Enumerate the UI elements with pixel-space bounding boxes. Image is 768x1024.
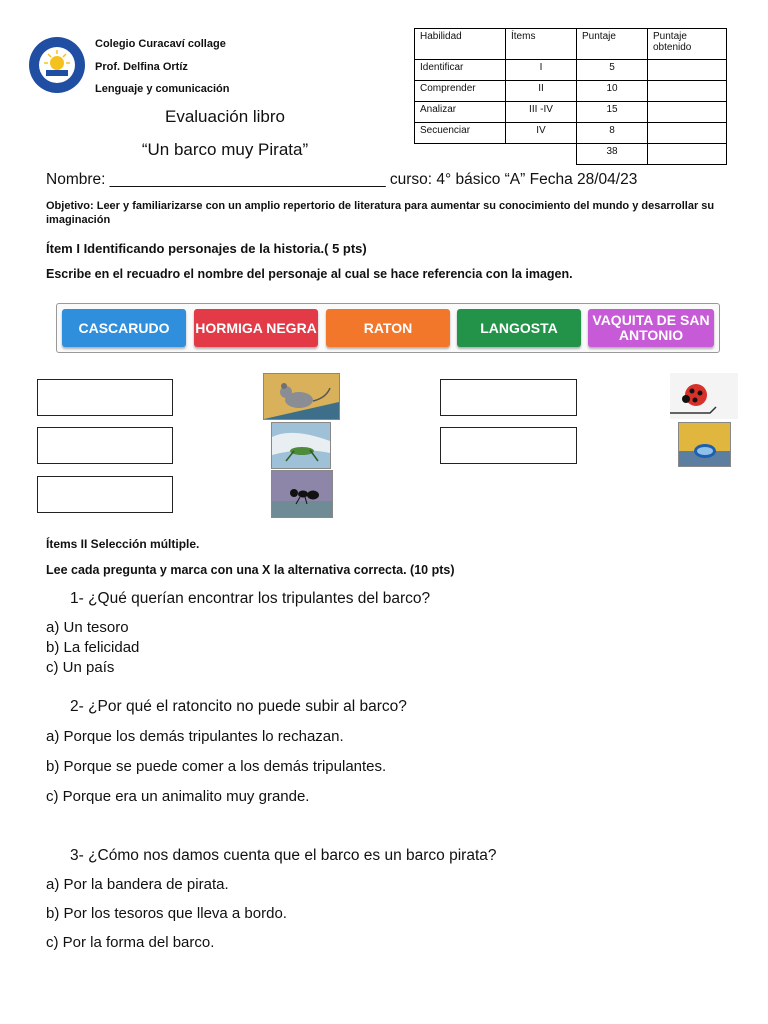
total-row — [415, 144, 727, 165]
items-cell: I — [506, 60, 577, 81]
items-cell: IV — [506, 123, 577, 144]
school-logo — [28, 36, 86, 94]
teacher-name: Prof. Delfina Ortíz — [95, 61, 188, 73]
question-3-option-c[interactable]: c) Por la forma del barco. — [46, 934, 215, 951]
question-2-option-b[interactable]: b) Porque se puede comer a los demás tripulantes. — [46, 758, 387, 775]
page-title: Evaluación libro — [164, 107, 285, 126]
question-3-option-b[interactable]: b) Por los tesoros que lleva a bordo. — [46, 905, 287, 922]
question-1: 1- ¿Qué querían encontrar los tripulantes del barco? — [70, 590, 431, 607]
header-cell: Puntaje obtenido — [648, 29, 727, 60]
question-2: 2- ¿Por qué el ratoncito no puede subir al barco? — [70, 698, 407, 715]
question-2-option-c[interactable]: c) Porque era un animalito muy grande. — [46, 788, 310, 805]
skill-cell: Secuenciar — [415, 123, 506, 144]
school-name: Colegio Curacaví collage — [95, 38, 226, 50]
objective-text: Objetivo: Leer y familiarizarse con un amplio repertorio de literatura para aumentar su conocimiento del mundo y desarrollar su imaginación — [46, 200, 715, 226]
points-cell: 8 — [577, 123, 648, 144]
obtained-cell[interactable] — [648, 123, 727, 144]
header-cell: Ítems — [506, 29, 577, 60]
header-cell: Puntaje — [577, 29, 648, 60]
beetle-picture — [678, 422, 731, 467]
points-cell: 5 — [577, 60, 648, 81]
items-cell: II — [506, 81, 577, 102]
points-cell: 10 — [577, 81, 648, 102]
word-chip-vaquita: VAQUITA DE SAN ANTONIO — [588, 309, 714, 347]
skill-cell: Comprender — [415, 81, 506, 102]
word-chip-langosta: LANGOSTA — [457, 309, 581, 347]
grasshopper-picture — [271, 422, 331, 469]
obtained-cell[interactable] — [648, 81, 727, 102]
score-table — [414, 28, 727, 165]
answer-box-4[interactable] — [440, 379, 577, 416]
item1-instruction: Escribe en el recuadro el nombre del personaje al cual se hace referencia con la imagen. — [46, 267, 573, 281]
answer-box-5[interactable] — [440, 427, 577, 464]
table-row — [415, 102, 727, 123]
header-cell: Habilidad — [415, 29, 506, 60]
question-1-option-a[interactable]: a) Un tesoro — [46, 619, 129, 636]
table-row — [415, 123, 727, 144]
student-info-line: Nombre: ________________________________ curso: 4° básico “A” Fecha 28/04/23 — [46, 171, 638, 188]
table-row — [415, 60, 727, 81]
question-1-option-b[interactable]: b) La felicidad — [46, 639, 140, 656]
answer-box-3[interactable] — [37, 476, 173, 513]
word-chip-cascarudo: CASCARUDO — [62, 309, 186, 347]
question-2-option-a[interactable]: a) Porque los demás tripulantes lo rechazan. — [46, 728, 344, 745]
points-cell: 15 — [577, 102, 648, 123]
question-3-option-a[interactable]: a) Por la bandera de pirata. — [46, 876, 229, 893]
subject-name: Lenguaje y comunicación — [95, 83, 230, 95]
item2-title: Ítems II Selección múltiple. — [46, 537, 200, 551]
word-chip-raton: RATON — [326, 309, 450, 347]
table-row — [415, 81, 727, 102]
table-header-row — [415, 29, 727, 60]
total-points-cell: 38 — [577, 144, 648, 165]
skill-cell: Identificar — [415, 60, 506, 81]
total-obtained-cell[interactable] — [648, 144, 727, 165]
question-3: 3- ¿Cómo nos damos cuenta que el barco es un barco pirata? — [70, 847, 497, 864]
obtained-cell[interactable] — [648, 60, 727, 81]
obtained-cell[interactable] — [648, 102, 727, 123]
answer-box-1[interactable] — [37, 379, 173, 416]
answer-box-2[interactable] — [37, 427, 173, 464]
mouse-picture — [263, 373, 340, 420]
word-bank — [56, 303, 720, 353]
ant-picture — [271, 470, 333, 518]
item2-instruction: Lee cada pregunta y marca con una X la alternativa correcta. (10 pts) — [46, 563, 455, 577]
word-chip-hormiga-negra: HORMIGA NEGRA — [194, 309, 318, 347]
items-cell: III -IV — [506, 102, 577, 123]
item1-title: Ítem I Identificando personajes de la historia.( 5 pts) — [46, 241, 367, 256]
skill-cell: Analizar — [415, 102, 506, 123]
book-title: “Un barco muy Pirata” — [141, 140, 309, 159]
ladybug-picture — [670, 373, 738, 419]
question-1-option-c[interactable]: c) Un país — [46, 659, 115, 676]
